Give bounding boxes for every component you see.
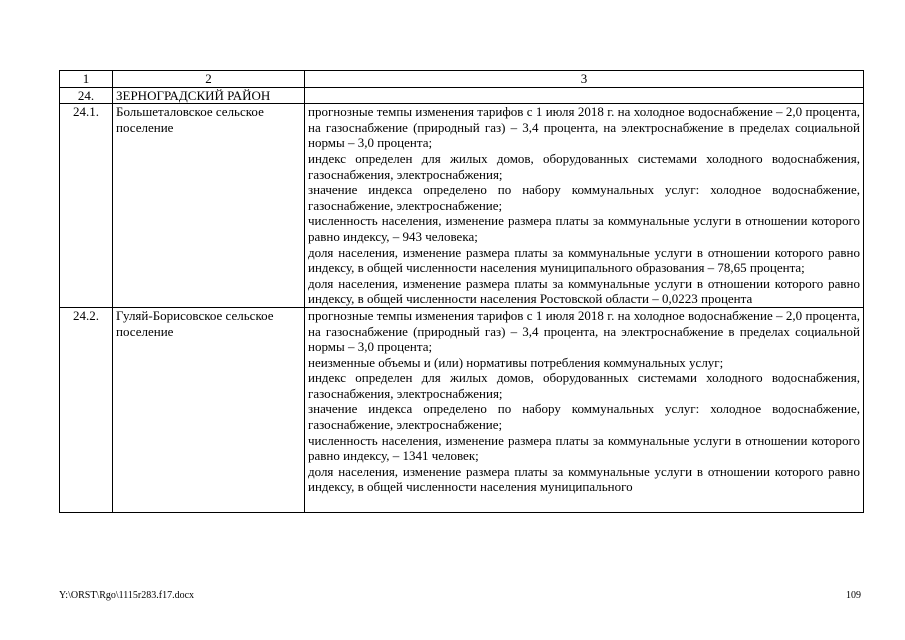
table-row (60, 307, 864, 512)
description-paragraph: прогнозные темпы изменения тарифов с 1 июля 2018 г. на холодное водоснабжение – 2,0 процента, на газоснабжение (природный газ) – 3,4 процента, на электроснабжение в пределах социальной нормы – 3,0 процента; (308, 307, 860, 355)
description-paragraph: значение индекса определено по набору коммунальных услуг: холодное водоснабжение, газоснабжение, электроснабжение; (308, 182, 860, 213)
file-path-footer: Y:\ORST\Rgo\1115r283.f17.docx (59, 590, 195, 601)
page-number: 109 (846, 590, 861, 601)
description-paragraph: индекс определен для жилых домов, оборудованных системами холодного водоснабжения, газоснабжения, электроснабжения; (308, 150, 860, 182)
description-paragraph: индекс определен для жилых домов, оборудованных системами холодного водоснабжения, газоснабжения, электроснабжения; (308, 370, 860, 401)
district-name: ЗЕРНОГРАДСКИЙ РАЙОН (113, 87, 305, 104)
description-paragraph: численность населения, изменение размера платы за коммунальные услуги в отношении которого равно индексу, – 943 человека; (308, 213, 860, 244)
column-number-2: 2 (113, 71, 305, 88)
row-description (305, 104, 864, 308)
table-row (60, 104, 864, 308)
tariff-index-table (59, 70, 864, 513)
column-number-3: 3 (305, 71, 864, 88)
row-number: 24.1. (60, 104, 113, 308)
column-number-1: 1 (60, 71, 113, 88)
row-number: 24.2. (60, 307, 113, 512)
description-paragraph: доля населения, изменение размера платы за коммунальные услуги в отношении которого равно индексу, в общей численности населения муниципального образования – 78,65 процента; (308, 244, 860, 276)
description-paragraph: неизменные объемы и (или) нормативы потребления коммунальных услуг; (308, 354, 724, 370)
description-paragraph: численность населения, изменение размера платы за коммунальные услуги в отношении которого равно индексу, – 1341 человек; (308, 432, 860, 464)
description-paragraph: доля населения, изменение размера платы за коммунальные услуги в отношении которого равно индексу, в общей численности населения Ростовской области – 0,0223 процента (308, 275, 860, 307)
settlement-name: Большеталовское сельское поселение (113, 104, 305, 308)
column-number-row (60, 71, 864, 88)
description-paragraph: прогнозные темпы изменения тарифов с 1 июля 2018 г. на холодное водоснабжение – 2,0 процента, на газоснабжение (природный газ) – 3,4 процента, на электроснабжение в пределах социальной нормы – 3,0 процента; (308, 104, 860, 151)
district-empty-cell (305, 87, 864, 104)
row-description (305, 307, 864, 512)
district-row (60, 87, 864, 104)
description-paragraph: доля населения, изменение размера платы за коммунальные услуги в отношении которого равно индексу, в общей численности населения муниципального (308, 463, 860, 495)
description-paragraph: значение индекса определено по набору коммунальных услуг: холодное водоснабжение, газоснабжение, электроснабжение; (308, 401, 860, 433)
settlement-name: Гуляй-Борисовское сельское поселение (113, 307, 305, 512)
district-number: 24. (60, 87, 113, 104)
